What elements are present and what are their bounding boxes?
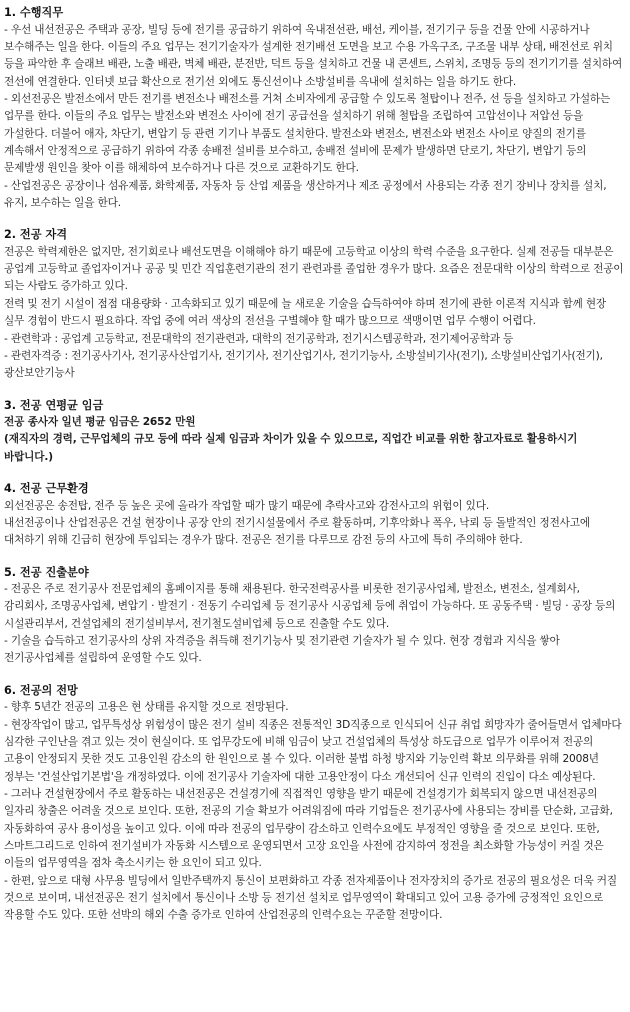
paragraph: 내선전공이나 산업전공은 건설 현장이나 공장 안의 전기시설물에서 주로 활동하며, 기후악화나 폭우, 낙뢰 등 돌발적인 정전사고에 대처하기 위해 긴급히 현장에 투입되는 경우가 많다. 전공은 전기를 다루므로 감전 등의 사고에 특히 주의해야 한다. — [4, 516, 590, 547]
section-heading: 4. 전공 근무환경 — [4, 482, 89, 496]
section-heading: 2. 전공 자격 — [4, 228, 68, 242]
paragraph: - 외선전공은 발전소에서 만든 전기를 변전소나 배전소를 거쳐 소비자에게 공급할 수 있도록 철탑이나 전주, 선 등을 설치하고 가설하는 업무를 한다. 이들의 주요 업무는 발전소와 변전소 사이에 전기 공급선을 설치하기 위해 철탑을 조립하여 고압선이나 저압선 등을 가설한다. 더불어 애자, 차단기, 변압기 등 관련 기기나 부품도 설치한다. 발전소와 변전소, 변전소와 변전소 사이로 양질의 전기를 계속해서 안정적으로 공급하기 위하여 각종 송배전 설비를 보수하고, 송배전 설비에 문제가 발생하면 단로기, 차단기, 변압기 등의 문제발생 원인을 찾아 이를 해체하여 보수하거나 다른 것으로 교환하기도 한다. — [4, 92, 611, 175]
paragraph: - 그러나 건설현장에서 주로 활동하는 내선전공은 건설경기에 직접적인 영향을 받기 때문에 건설경기가 회복되지 않으면 내선전공의 일자리 창출은 어려울 것으로 보인다. 또한, 전공의 기술 확보가 어려워짐에 따라 기업들은 전기공사에 사용되는 장비를 단순화, 고급화, 자동화하여 공사 용이성을 높이고 있다. 이에 따라 전공의 업무량이 감소하고 인력수요에도 부정적인 영향을 줄 것으로 보인다. 또한, 스마트그리드로 인하여 전기설비가 자동화 시스템으로 운영되면서 고장 요인을 사전에 감지하여 정전을 최소화할 가능성이 커질 것은 이들의 업무영역을 점차 축소시키는 한 요인이 되고 있다. — [4, 788, 613, 870]
paragraph: - 우선 내선전공은 주택과 공장, 빌딩 등에 전기를 공급하기 위하여 옥내전선관, 배선, 케이블, 전기기구 등을 건물 안에 시공하거나 보수해주는 일을 한다. 이들의 주요 업무는 전기기술자가 설계한 전기배선 도면을 보고 수용 가옥구조, 구조물 내부 상태, 배전선로 위치 등을 파악한 후 슬래브 배관, 노출 배관, 벽체 배관, 분전반, 덕트 등을 설치하고 건물 내 콘센트, 스위치, 조명등 등의 전기기기를 설치하여 전선에 연결한다. 인터넷 보급 확산으로 전기선 외에도 통신선이나 소방설비를 옥내에 설치하는 일을 하기도 한다. — [4, 23, 623, 88]
section-career-paths — [4, 564, 625, 668]
paragraph: - 기술을 습득하고 전기공사의 상위 자격증을 취득해 전기기능사 및 전기관련 기술자가 될 수 있다. 현장 경험과 지식을 쌓아 전기공사업체를 설립하여 운영할 수도 있다. — [4, 635, 560, 665]
wage-statement: 전공 종사자 일년 평균 임금은 2652 만원 — [4, 416, 196, 429]
paragraph: - 관련자격증 : 전기공사기사, 전기공사산업기사, 전기기사, 전기산업기사, 전기기능사, 소방설비기사(전기), 소방설비산업기사(전기), 광산보안기능사 — [4, 349, 603, 380]
section-wage — [4, 397, 625, 467]
paragraph: - 산업전공은 공장이나 섬유제품, 화학제품, 자동차 등 산업 제품을 생산하거나 제조 공정에서 사용되는 각종 전기 장비나 장치를 설치, 유지, 보수하는 일을 한다. — [4, 179, 607, 209]
paragraph: 전공은 학력제한은 없지만, 전기회로나 배선도면을 이해해야 하기 때문에 고등학교 이상의 학력 수준을 요구한다. 실제 전공들 대부분은 공업계 고등학교 졸업자이거나 공공 및 민간 직업훈련기관의 전기 관련과를 졸업한 경우가 많다. 요즘은 전문대학 이상의 학력으로 전공이 되는 사람도 증가하고 있다. — [4, 245, 624, 293]
section-heading: 6. 전공의 전망 — [4, 683, 78, 697]
section-qualifications — [4, 226, 625, 382]
section-heading: 3. 전공 연평균 임금 — [4, 398, 104, 412]
paragraph: - 한편, 앞으로 대형 사무용 빌딩에서 일반주택까지 통신이 보편화하고 각종 전자제품이나 전자장치의 증가로 전공의 필요성은 더욱 커질 것으로 보이며, 내선전공은 전기 설치에서 통신이나 소방 등 전기선 설치로 업무영역이 확대되고 있어 고용 증가에 긍정적인 요인으로 작용할 수도 있다. 또한 선박의 해외 수출 증가로 인하여 산업전공의 인력수요는 꾸준할 전망이다. — [4, 874, 617, 922]
paragraph: - 현장작업이 많고, 업무특성상 위험성이 많은 전기 설비 직종은 전통적인 3D직종으로 인식되어 신규 취업 희망자가 줄어들면서 업체마다 심각한 구인난을 겪고 있는 것이 현실이다. 또 업무강도에 비해 임금이 낮고 건설업체의 특성상 하도급으로 업무가 이루어져 전공의 고용이 안정되지 못한 것도 고용인원 감소의 한 원인으로 볼 수 있다. 이러한 불법 하청 방지와 기능인력 확보 의무화를 위해 2008년 정부는 '건설산업기본법'을 개정하였다. 이에 전기공사 기술자에 대한 고용안정이 다소 개선되어 신규 인력의 진입이 다소 예상된다. — [4, 718, 622, 783]
section-outlook — [4, 682, 625, 925]
section-work-environment — [4, 480, 625, 550]
wage-note: (재직자의 경력, 근무업체의 규모 등에 따라 실제 임금과 차이가 있을 수 있으므로, 직업간 비교를 위한 참고자료로 활용하시기 바랍니다.) — [4, 433, 578, 463]
section-heading: 1. 수행직무 — [4, 6, 64, 19]
section-heading: 5. 전공 진출분야 — [4, 565, 89, 579]
paragraph: 전력 및 전기 시설이 점점 대용량화 · 고속화되고 있기 때문에 늘 새로운 기술을 습득하여야 하며 전기에 관한 이론적 지식과 함께 현장 실무 경험이 반드시 필요하다. 작업 중에 여러 색상의 전선을 구별해야 할 때가 많으므로 색맹이면 업무 수행이 어렵다. — [4, 297, 606, 328]
paragraph: - 관련학과 : 공업계 고등학교, 전문대학의 전기관련과, 대학의 전기공학과, 전기시스템공학과, 전기제어공학과 등 — [4, 332, 514, 345]
section-duties — [4, 4, 625, 212]
paragraph: - 향후 5년간 전공의 고용은 현 상태를 유지할 것으로 전망된다. — [4, 701, 289, 714]
paragraph: - 전공은 주로 전기공사 전문업체의 홈페이지를 통해 채용된다. 한국전력공사를 비롯한 전기공사업체, 발전소, 변전소, 설계회사, 감리회사, 조명공사업체, 변압기 · 발전기 · 전동기 수리업체 등 전기공사 시공업체 등에 취업이 가능하다. 또 공동주택 · 빌딩 · 공장 등의 시설관리부서, 건설업체의 전기설비부서, 전기철도설비업체 등으로 진출할 수도 있다. — [4, 583, 616, 630]
paragraph: 외선전공은 송전탑, 전주 등 높은 곳에 올라가 작업할 때가 많기 때문에 추락사고와 감전사고의 위험이 있다. — [4, 499, 490, 512]
